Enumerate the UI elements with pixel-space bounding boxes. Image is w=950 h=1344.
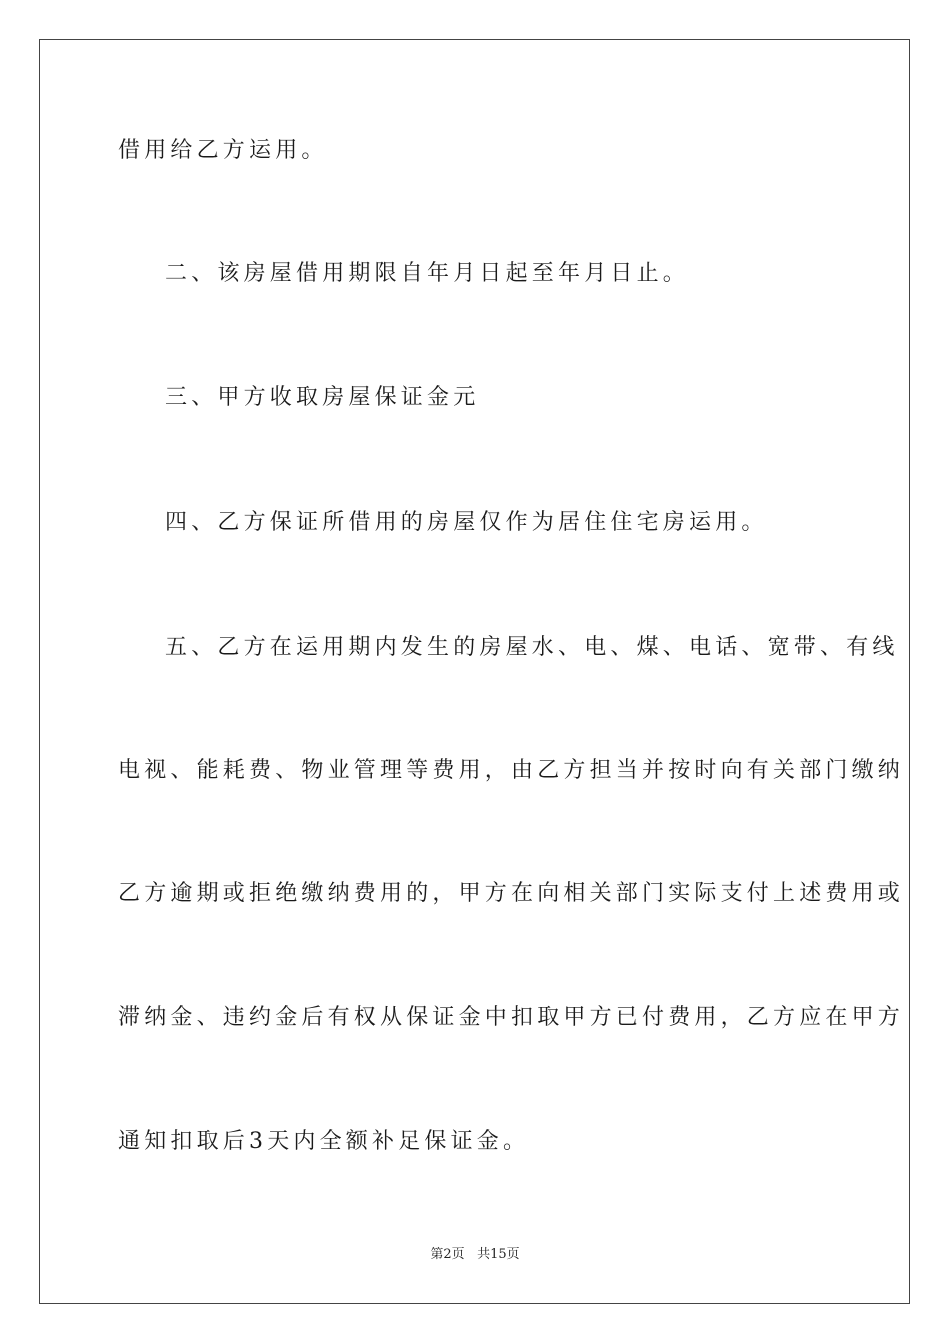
clause-5: 五、乙方在运用期内发生的房屋水、电、煤、电话、宽带、有线 — [165, 635, 899, 660]
clause-3: 三、甲方收取房屋保证金元 — [165, 385, 480, 410]
page-footer — [0, 1246, 950, 1264]
text-line-7: 乙方逾期或拒绝缴纳费用的，甲方在向相关部门实际支付上述费用或 — [118, 881, 905, 906]
clause-2: 二、该房屋借用期限自年月日起至年月日止。 — [165, 261, 690, 286]
text-line-1: 借用给乙方运用。 — [118, 138, 328, 163]
page-frame — [39, 39, 910, 1304]
clause-4: 四、乙方保证所借用的房屋仅作为居住住宅房运用。 — [165, 510, 768, 535]
text-line-8: 滞纳金、违约金后有权从保证金中扣取甲方已付费用，乙方应在甲方 — [118, 1005, 905, 1030]
page-number: 第2页 — [430, 1247, 465, 1262]
page-total: 共15页 — [477, 1247, 520, 1262]
text-line-6: 电视、能耗费、物业管理等费用，由乙方担当并按时向有关部门缴纳 — [118, 758, 905, 783]
text-line-9: 通知扣取后3天内全额补足保证金。 — [118, 1129, 530, 1154]
